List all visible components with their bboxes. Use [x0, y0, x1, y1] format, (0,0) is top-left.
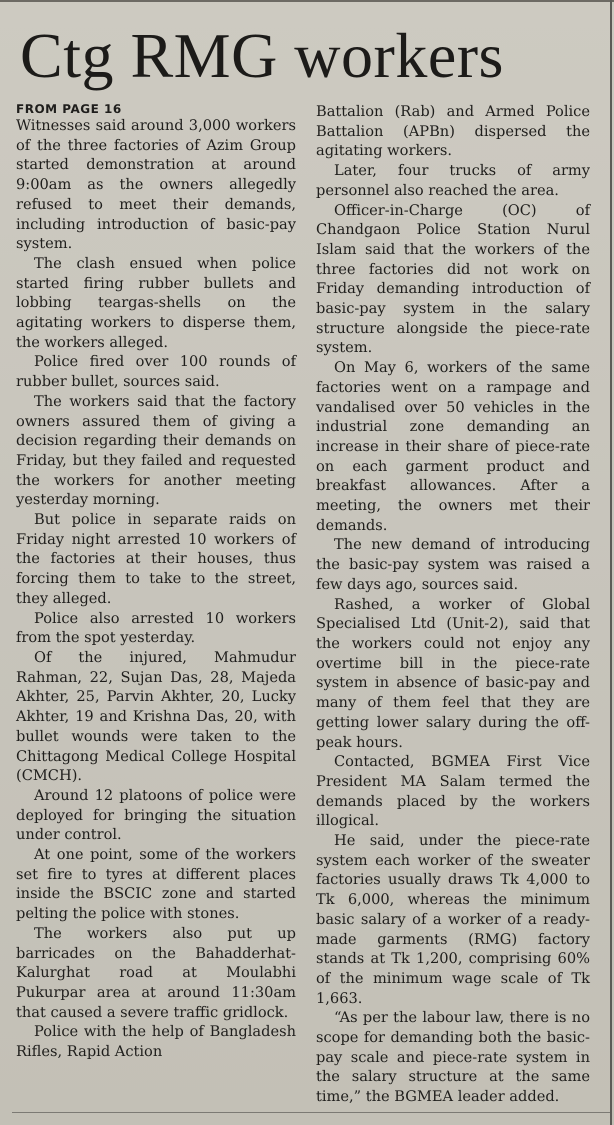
- paragraph: Later, four trucks of army personnel also reached the area.: [316, 162, 590, 199]
- column-rule: [610, 0, 612, 1125]
- paragraph: Contacted, BGMEA First Vice President MA Salam termed the demands placed by the workers illogical.: [316, 753, 590, 830]
- top-border: [0, 0, 614, 2]
- paragraph: The new demand of introducing the basic-pay system was raised a few days ago, sources said.: [316, 536, 590, 593]
- article-body: [16, 102, 604, 1107]
- paragraph: At one point, some of the workers set fire to tyres at different places inside the BSCIC zone and started pelting the police with stones.: [16, 846, 296, 923]
- paragraph: He said, under the piece-rate system each worker of the sweater factories usually draws Tk 4,000 to Tk 6,000, whereas the minimum basic salary of a worker of a ready-made garments (RMG) factory stands at Tk 1,200, comprising 60% of the minimum wage scale of Tk 1,663.: [316, 832, 590, 1007]
- paragraph: “As per the labour law, there is no scope for demanding both the basic-pay scale and piece-rate system in the salary structure at the same time,” the BGMEA leader added.: [316, 1009, 590, 1106]
- jump-kicker: FROM PAGE 16: [16, 102, 122, 116]
- paragraph: Officer-in-Charge (OC) of Chandgaon Police Station Nurul Islam said that the workers of the three factories did not work on Friday demanding introduction of basic-pay system in the salary structure alongside the piece-rate system.: [316, 201, 590, 357]
- paragraph: Rashed, a worker of Global Specialised Ltd (Unit-2), said that the workers could not enjoy any overtime bill in the piece-rate system in absence of basic-pay and many of them feel that they are getting lower salary during the off-peak hours.: [316, 595, 590, 751]
- paragraph: Police with the help of Bangladesh Rifles, Rapid Action: [16, 1023, 296, 1061]
- headline: Ctg RMG workers: [20, 20, 504, 91]
- paragraph: The clash ensued when police started firing rubber bullets and lobbing teargas-shells on the agitating workers to disperse them, the workers alleged.: [16, 254, 296, 351]
- paragraph: The workers also put up barricades on the Bahadderhat-Kalurghat road at Moulabhi Pukurpar area at around 11:30am that caused a severe traffic gridlock.: [16, 924, 296, 1021]
- paragraph: Around 12 platoons of police were deployed for bringing the situation under control.: [16, 786, 296, 844]
- paragraph: On May 6, workers of the same factories went on a rampage and vandalised over 50 vehicles in the industrial zone demanding an increase in their share of piece-rate on each garment product and breakfast allowances. After a meeting, the owners met their demands.: [316, 359, 590, 534]
- paragraph: Of the injured, Mahmudur Rahman, 22, Sujan Das, 28, Majeda Akhter, 25, Parvin Akhter, 20, Lucky Akhter, 19 and Krishna Das, 20, with bullet wounds were taken to the Chittagong Medical College Hospital (CMCH).: [16, 648, 296, 785]
- paragraph: The workers said that the factory owners assured them of giving a decision regarding their demands on Friday, but they failed and requested the workers for another meeting yesterday morning.: [16, 392, 296, 509]
- left-column: [16, 102, 296, 1107]
- bottom-border: [12, 1112, 610, 1113]
- paragraph: Witnesses said around 3,000 workers of the three factories of Azim Group started demonstration at around 9:00am as the owners allegedly refused to meet their demands, including introduction of basic-pay system.: [16, 117, 296, 253]
- paragraph: Police also arrested 10 workers from the spot yesterday.: [16, 609, 296, 647]
- paragraph: Battalion (Rab) and Armed Police Battalion (APBn) dispersed the agitating workers.: [316, 103, 590, 160]
- paragraph: Police fired over 100 rounds of rubber bullet, sources said.: [16, 353, 296, 391]
- right-column: [316, 102, 590, 1107]
- paragraph: But police in separate raids on Friday night arrested 10 workers of the factories at their houses, thus forcing them to take to the street, they alleged.: [16, 511, 296, 607]
